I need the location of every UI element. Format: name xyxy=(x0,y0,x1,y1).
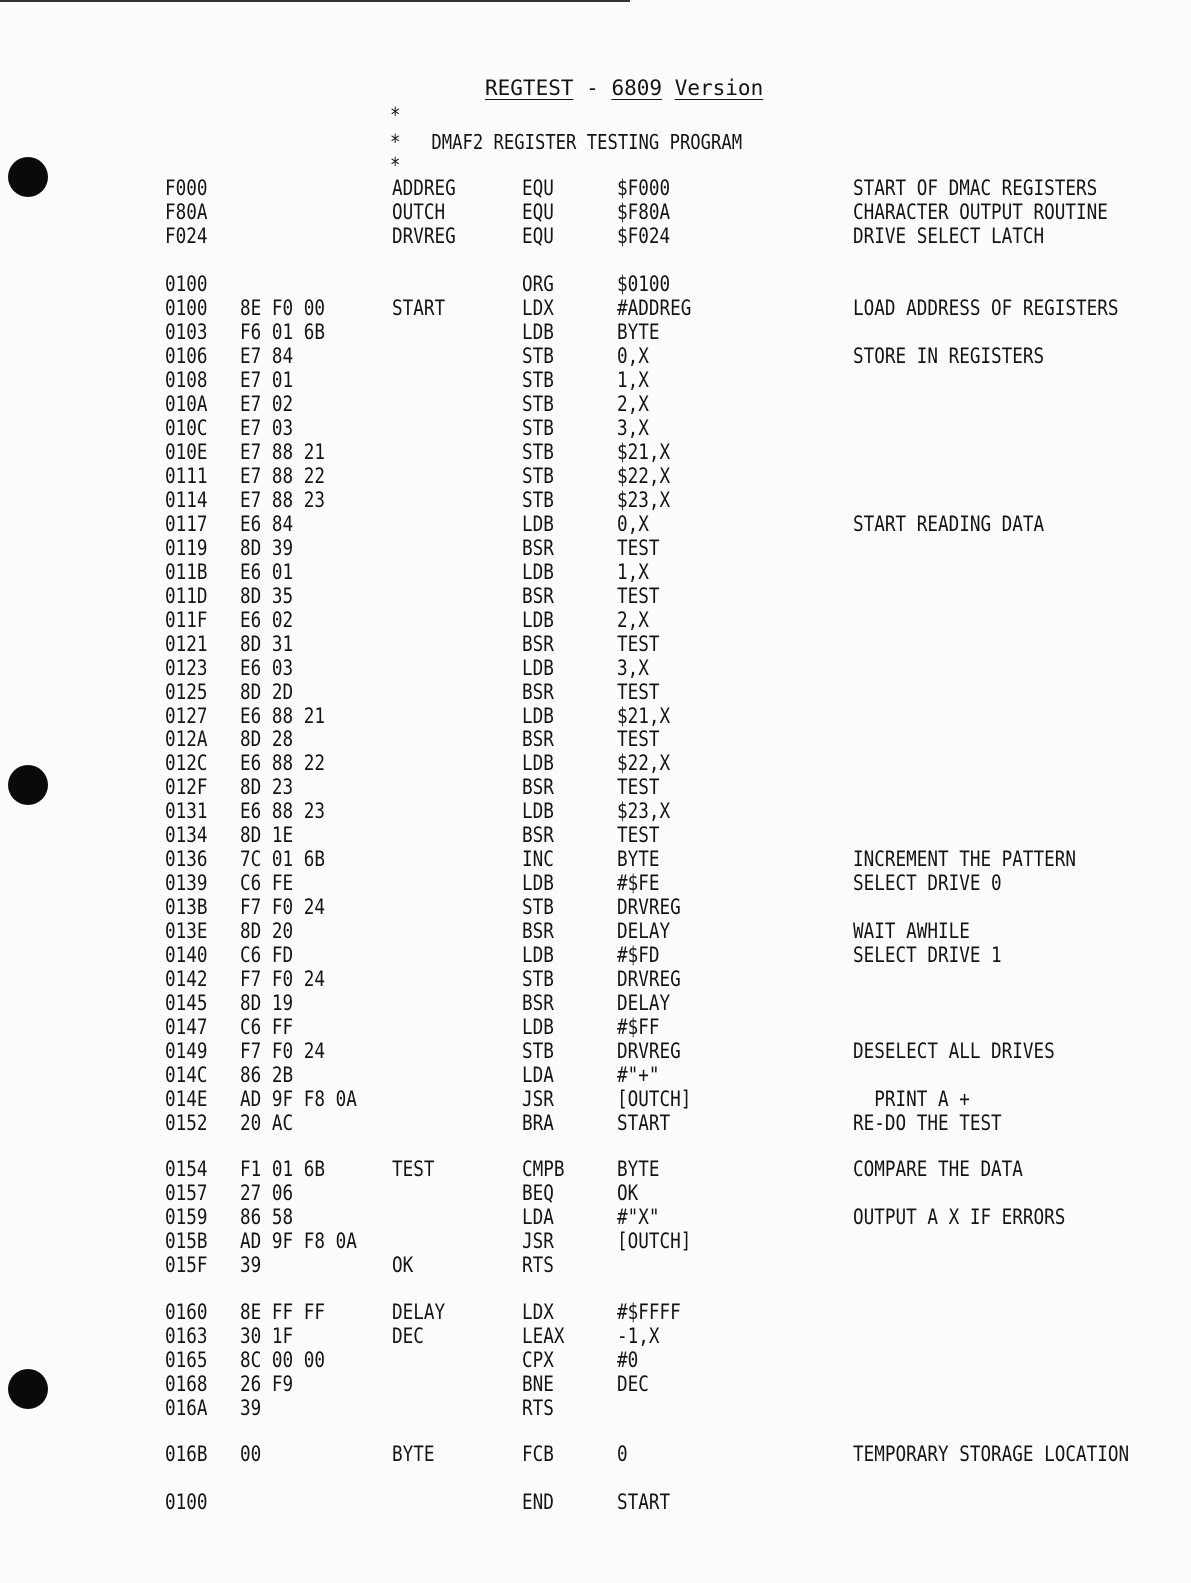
listing-object-code: 8E FF FF xyxy=(240,1300,325,1324)
listing-label: START xyxy=(392,296,446,320)
listing-operand: $F000 xyxy=(617,176,671,200)
listing-row xyxy=(0,1111,1191,1135)
listing-object-code: 8D 39 xyxy=(240,536,294,560)
title-program-name: REGTEST xyxy=(485,76,574,100)
listing-label: OK xyxy=(392,1253,414,1277)
listing-address: 0125 xyxy=(165,680,208,704)
listing-row xyxy=(0,991,1191,1015)
listing-comment: CHARACTER OUTPUT ROUTINE xyxy=(853,200,1108,224)
listing-comment: RE-DO THE TEST xyxy=(853,1111,1002,1135)
listing-object-code: E7 02 xyxy=(240,392,294,416)
listing-row xyxy=(0,1181,1191,1205)
listing-operand: 2,X xyxy=(617,608,649,632)
listing-object-code: 8D 35 xyxy=(240,584,294,608)
listing-object-code: 8C 00 00 xyxy=(240,1348,325,1372)
listing-address: 013B xyxy=(165,895,208,919)
listing-object-code: E6 88 21 xyxy=(240,704,325,728)
title-version: Version xyxy=(674,76,764,100)
listing-address: 0100 xyxy=(165,1490,208,1514)
listing-operand: $21,X xyxy=(617,440,671,464)
listing-operand: DRVREG xyxy=(617,1039,681,1063)
listing-mnemonic: BSR xyxy=(522,775,554,799)
page-top-edge-line xyxy=(0,0,630,2)
listing-mnemonic: LDB xyxy=(522,512,554,536)
listing-row xyxy=(0,560,1191,584)
listing-row xyxy=(0,1324,1191,1348)
listing-row xyxy=(0,895,1191,919)
listing-mnemonic: ORG xyxy=(522,272,554,296)
listing-operand: DRVREG xyxy=(617,967,681,991)
listing-address: 0117 xyxy=(165,512,208,536)
listing-mnemonic: LDX xyxy=(522,1300,554,1324)
listing-object-code: E7 84 xyxy=(240,344,294,368)
listing-comment: SELECT DRIVE 0 xyxy=(853,871,1002,895)
listing-mnemonic: LDB xyxy=(522,704,554,728)
listing-operand: #$FF xyxy=(617,1015,660,1039)
listing-operand: #"X" xyxy=(617,1205,660,1229)
listing-address: 011B xyxy=(165,560,208,584)
listing-label: ADDREG xyxy=(392,176,456,200)
listing-object-code: E6 84 xyxy=(240,512,294,536)
listing-address: 0139 xyxy=(165,871,208,895)
listing-operand: DEC xyxy=(617,1372,649,1396)
listing-address: 0159 xyxy=(165,1205,208,1229)
listing-row xyxy=(0,1087,1191,1111)
page-title xyxy=(485,76,763,100)
listing-comment: START OF DMAC REGISTERS xyxy=(853,176,1098,200)
listing-operand: 2,X xyxy=(617,392,649,416)
listing-row xyxy=(0,632,1191,656)
listing-comment: OUTPUT A X IF ERRORS xyxy=(853,1205,1066,1229)
listing-mnemonic: RTS xyxy=(522,1396,554,1420)
listing-label: OUTCH xyxy=(392,200,446,224)
listing-operand: $0100 xyxy=(617,272,671,296)
listing-mnemonic: BSR xyxy=(522,632,554,656)
listing-mnemonic: JSR xyxy=(522,1087,554,1111)
listing-address: 012C xyxy=(165,751,208,775)
listing-object-code: 39 xyxy=(240,1253,262,1277)
listing-row xyxy=(0,656,1191,680)
listing-address: 0147 xyxy=(165,1015,208,1039)
listing-row xyxy=(0,176,1191,200)
listing-address: 0142 xyxy=(165,967,208,991)
listing-row xyxy=(0,272,1191,296)
listing-comment: DESELECT ALL DRIVES xyxy=(853,1039,1055,1063)
listing-mnemonic: STB xyxy=(522,895,554,919)
listing-operand: TEST xyxy=(617,536,660,560)
listing-operand: DELAY xyxy=(617,919,671,943)
listing-row xyxy=(0,727,1191,751)
listing-mnemonic: BSR xyxy=(522,584,554,608)
listing-operand: BYTE xyxy=(617,320,660,344)
listing-row xyxy=(0,488,1191,512)
listing-object-code: F7 F0 24 xyxy=(240,967,325,991)
listing-mnemonic: STB xyxy=(522,464,554,488)
listing-address: 0114 xyxy=(165,488,208,512)
title-dash: - xyxy=(586,76,599,100)
listing-row xyxy=(0,680,1191,704)
listing-operand: OK xyxy=(617,1181,639,1205)
listing-mnemonic: STB xyxy=(522,392,554,416)
listing-operand: #$FD xyxy=(617,943,660,967)
listing-mnemonic: LDA xyxy=(522,1205,554,1229)
listing-object-code: 8D 28 xyxy=(240,727,294,751)
listing-address: 0127 xyxy=(165,704,208,728)
listing-row xyxy=(0,1372,1191,1396)
listing-row xyxy=(0,200,1191,224)
listing-object-code: 00 xyxy=(240,1442,262,1466)
listing-address: 0106 xyxy=(165,344,208,368)
listing-operand: $F024 xyxy=(617,224,671,248)
listing-address: 013E xyxy=(165,919,208,943)
listing-object-code: E6 88 23 xyxy=(240,799,325,823)
listing-mnemonic: LDB xyxy=(522,608,554,632)
listing-comment: SELECT DRIVE 1 xyxy=(853,943,1002,967)
listing-row xyxy=(0,943,1191,967)
listing-label: BYTE xyxy=(392,1442,435,1466)
header-comment-line: * DMAF2 REGISTER TESTING PROGRAM xyxy=(390,130,743,154)
header-comment-line: * xyxy=(390,103,401,127)
listing-address: 0108 xyxy=(165,368,208,392)
listing-mnemonic: BSR xyxy=(522,727,554,751)
listing-address: 0131 xyxy=(165,799,208,823)
listing-address: 010E xyxy=(165,440,208,464)
listing-operand: TEST xyxy=(617,823,660,847)
listing-label: DEC xyxy=(392,1324,424,1348)
listing-mnemonic: BSR xyxy=(522,536,554,560)
listing-mnemonic: BNE xyxy=(522,1372,554,1396)
listing-operand: 0 xyxy=(617,1442,628,1466)
listing-row xyxy=(0,1300,1191,1324)
listing-object-code: AD 9F F8 0A xyxy=(240,1087,357,1111)
listing-address: 0157 xyxy=(165,1181,208,1205)
listing-operand: #0 xyxy=(617,1348,639,1372)
listing-row xyxy=(0,536,1191,560)
listing-object-code: E6 02 xyxy=(240,608,294,632)
listing-address: 0165 xyxy=(165,1348,208,1372)
listing-row xyxy=(0,1490,1191,1514)
listing-address: 0123 xyxy=(165,656,208,680)
listing-object-code: 86 58 xyxy=(240,1205,294,1229)
listing-row xyxy=(0,1396,1191,1420)
listing-comment: STORE IN REGISTERS xyxy=(853,344,1045,368)
listing-address: 0168 xyxy=(165,1372,208,1396)
listing-mnemonic: LDB xyxy=(522,1015,554,1039)
listing-mnemonic: END xyxy=(522,1490,554,1514)
listing-address: 010A xyxy=(165,392,208,416)
listing-object-code: F7 F0 24 xyxy=(240,895,325,919)
listing-object-code: F6 01 6B xyxy=(240,320,325,344)
listing-address: 0121 xyxy=(165,632,208,656)
listing-operand: 1,X xyxy=(617,368,649,392)
listing-address: 015B xyxy=(165,1229,208,1253)
listing-row xyxy=(0,224,1191,248)
listing-operand: -1,X xyxy=(617,1324,660,1348)
listing-mnemonic: STB xyxy=(522,488,554,512)
listing-row xyxy=(0,440,1191,464)
listing-address: 011D xyxy=(165,584,208,608)
listing-object-code: 8D 2D xyxy=(240,680,294,704)
listing-address: 0111 xyxy=(165,464,208,488)
listing-address: 012A xyxy=(165,727,208,751)
listing-operand: $F80A xyxy=(617,200,671,224)
listing-address: 014C xyxy=(165,1063,208,1087)
listing-object-code: E7 01 xyxy=(240,368,294,392)
listing-object-code: C6 FF xyxy=(240,1015,294,1039)
listing-operand: TEST xyxy=(617,632,660,656)
listing-row xyxy=(0,1063,1191,1087)
listing-mnemonic: RTS xyxy=(522,1253,554,1277)
listing-row xyxy=(0,775,1191,799)
listing-address: 0119 xyxy=(165,536,208,560)
listing-mnemonic: LDB xyxy=(522,871,554,895)
listing-mnemonic: FCB xyxy=(522,1442,554,1466)
listing-address: 016B xyxy=(165,1442,208,1466)
listing-operand: 0,X xyxy=(617,512,649,536)
title-cpu: 6809 xyxy=(611,76,663,100)
listing-mnemonic: JSR xyxy=(522,1229,554,1253)
listing-object-code: F1 01 6B xyxy=(240,1157,325,1181)
listing-row xyxy=(0,320,1191,344)
listing-mnemonic: LDB xyxy=(522,943,554,967)
listing-label: DELAY xyxy=(392,1300,446,1324)
listing-operand: TEST xyxy=(617,775,660,799)
listing-object-code: 7C 01 6B xyxy=(240,847,325,871)
listing-row xyxy=(0,584,1191,608)
listing-mnemonic: LDB xyxy=(522,560,554,584)
listing-row xyxy=(0,416,1191,440)
listing-operand: BYTE xyxy=(617,1157,660,1181)
listing-address: 010C xyxy=(165,416,208,440)
listing-mnemonic: BSR xyxy=(522,823,554,847)
listing-row xyxy=(0,1348,1191,1372)
listing-address: 016A xyxy=(165,1396,208,1420)
listing-operand: #"+" xyxy=(617,1063,660,1087)
listing-address: 0152 xyxy=(165,1111,208,1135)
listing-mnemonic: EQU xyxy=(522,224,554,248)
listing-address: 0160 xyxy=(165,1300,208,1324)
listing-operand: $22,X xyxy=(617,751,671,775)
listing-mnemonic: BSR xyxy=(522,680,554,704)
listing-row xyxy=(0,1039,1191,1063)
listing-row xyxy=(0,1205,1191,1229)
listing-row xyxy=(0,1157,1191,1181)
listing-row xyxy=(0,751,1191,775)
listing-address: 014E xyxy=(165,1087,208,1111)
listing-row xyxy=(0,608,1191,632)
listing-mnemonic: LDA xyxy=(522,1063,554,1087)
listing-address: 0154 xyxy=(165,1157,208,1181)
listing-address: 0145 xyxy=(165,991,208,1015)
listing-operand: #$FE xyxy=(617,871,660,895)
listing-address: F024 xyxy=(165,224,208,248)
listing-row xyxy=(0,1442,1191,1466)
listing-object-code: E7 88 21 xyxy=(240,440,325,464)
listing-mnemonic: CPX xyxy=(522,1348,554,1372)
listing-object-code: 8D 31 xyxy=(240,632,294,656)
listing-operand: 0,X xyxy=(617,344,649,368)
listing-operand: $22,X xyxy=(617,464,671,488)
listing-address: 0100 xyxy=(165,296,208,320)
listing-row xyxy=(0,847,1191,871)
listing-object-code: 27 06 xyxy=(240,1181,294,1205)
listing-label: DRVREG xyxy=(392,224,456,248)
listing-address: 0163 xyxy=(165,1324,208,1348)
listing-operand: START xyxy=(617,1111,671,1135)
listing-object-code: 39 xyxy=(240,1396,262,1420)
listing-row xyxy=(0,368,1191,392)
listing-operand: TEST xyxy=(617,727,660,751)
listing-object-code: 8E F0 00 xyxy=(240,296,325,320)
listing-object-code: E6 01 xyxy=(240,560,294,584)
listing-row xyxy=(0,392,1191,416)
listing-row xyxy=(0,1253,1191,1277)
listing-mnemonic: EQU xyxy=(522,200,554,224)
listing-mnemonic: EQU xyxy=(522,176,554,200)
listing-operand: $23,X xyxy=(617,488,671,512)
listing-object-code: 8D 23 xyxy=(240,775,294,799)
listing-row xyxy=(0,919,1191,943)
listing-mnemonic: LDX xyxy=(522,296,554,320)
listing-mnemonic: STB xyxy=(522,967,554,991)
listing-row xyxy=(0,296,1191,320)
listing-operand: TEST xyxy=(617,680,660,704)
listing-object-code: C6 FD xyxy=(240,943,294,967)
listing-row xyxy=(0,871,1191,895)
listing-row xyxy=(0,1015,1191,1039)
listing-object-code: 26 F9 xyxy=(240,1372,294,1396)
listing-object-code: F7 F0 24 xyxy=(240,1039,325,1063)
listing-mnemonic: BSR xyxy=(522,991,554,1015)
listing-mnemonic: LDB xyxy=(522,656,554,680)
listing-row xyxy=(0,464,1191,488)
listing-row xyxy=(0,704,1191,728)
listing-row xyxy=(0,1229,1191,1253)
listing-mnemonic: BEQ xyxy=(522,1181,554,1205)
listing-operand: BYTE xyxy=(617,847,660,871)
listing-operand: START xyxy=(617,1490,671,1514)
listing-mnemonic: STB xyxy=(522,1039,554,1063)
listing-mnemonic: BSR xyxy=(522,919,554,943)
listing-address: 012F xyxy=(165,775,208,799)
listing-address: 0140 xyxy=(165,943,208,967)
listing-address: 0149 xyxy=(165,1039,208,1063)
listing-address: 0103 xyxy=(165,320,208,344)
listing-address: F80A xyxy=(165,200,208,224)
listing-mnemonic: STB xyxy=(522,416,554,440)
listing-object-code: 8D 20 xyxy=(240,919,294,943)
listing-object-code: 20 AC xyxy=(240,1111,294,1135)
listing-operand: DELAY xyxy=(617,991,671,1015)
listing-comment: LOAD ADDRESS OF REGISTERS xyxy=(853,296,1119,320)
listing-label: TEST xyxy=(392,1157,435,1181)
listing-operand: DRVREG xyxy=(617,895,681,919)
listing-object-code: 8D 19 xyxy=(240,991,294,1015)
listing-mnemonic: CMPB xyxy=(522,1157,565,1181)
listing-mnemonic: STB xyxy=(522,344,554,368)
listing-mnemonic: BRA xyxy=(522,1111,554,1135)
listing-object-code: E7 88 23 xyxy=(240,488,325,512)
listing-row xyxy=(0,512,1191,536)
listing-row xyxy=(0,799,1191,823)
listing-object-code: E7 88 22 xyxy=(240,464,325,488)
listing-row xyxy=(0,344,1191,368)
listing-object-code: E6 88 22 xyxy=(240,751,325,775)
listing-object-code: E6 03 xyxy=(240,656,294,680)
header-comment-line: * xyxy=(390,153,401,177)
listing-address: 015F xyxy=(165,1253,208,1277)
listing-object-code: 8D 1E xyxy=(240,823,294,847)
listing-comment: COMPARE THE DATA xyxy=(853,1157,1023,1181)
listing-object-code: AD 9F F8 0A xyxy=(240,1229,357,1253)
listing-comment: PRINT A + xyxy=(853,1087,970,1111)
listing-operand: TEST xyxy=(617,584,660,608)
listing-object-code: 30 1F xyxy=(240,1324,294,1348)
listing-mnemonic: LEAX xyxy=(522,1324,565,1348)
listing-comment: WAIT AWHILE xyxy=(853,919,970,943)
listing-address: F000 xyxy=(165,176,208,200)
listing-operand: $21,X xyxy=(617,704,671,728)
listing-operand: [OUTCH] xyxy=(617,1229,692,1253)
listing-comment: TEMPORARY STORAGE LOCATION xyxy=(853,1442,1130,1466)
listing-object-code: 86 2B xyxy=(240,1063,294,1087)
listing-address: 0136 xyxy=(165,847,208,871)
listing-operand: #ADDREG xyxy=(617,296,692,320)
listing-operand: #$FFFF xyxy=(617,1300,681,1324)
listing-object-code: C6 FE xyxy=(240,871,294,895)
listing-comment: INCREMENT THE PATTERN xyxy=(853,847,1077,871)
listing-operand: 1,X xyxy=(617,560,649,584)
listing-operand: 3,X xyxy=(617,416,649,440)
listing-operand: [OUTCH] xyxy=(617,1087,692,1111)
listing-address: 0134 xyxy=(165,823,208,847)
listing-mnemonic: STB xyxy=(522,368,554,392)
listing-mnemonic: INC xyxy=(522,847,554,871)
listing-comment: START READING DATA xyxy=(853,512,1045,536)
listing-row xyxy=(0,823,1191,847)
listing-comment: DRIVE SELECT LATCH xyxy=(853,224,1045,248)
listing-address: 011F xyxy=(165,608,208,632)
listing-operand: 3,X xyxy=(617,656,649,680)
listing-address: 0100 xyxy=(165,272,208,296)
listing-mnemonic: LDB xyxy=(522,799,554,823)
listing-mnemonic: LDB xyxy=(522,320,554,344)
listing-operand: $23,X xyxy=(617,799,671,823)
listing-row xyxy=(0,967,1191,991)
listing-mnemonic: STB xyxy=(522,440,554,464)
listing-object-code: E7 03 xyxy=(240,416,294,440)
listing-mnemonic: LDB xyxy=(522,751,554,775)
